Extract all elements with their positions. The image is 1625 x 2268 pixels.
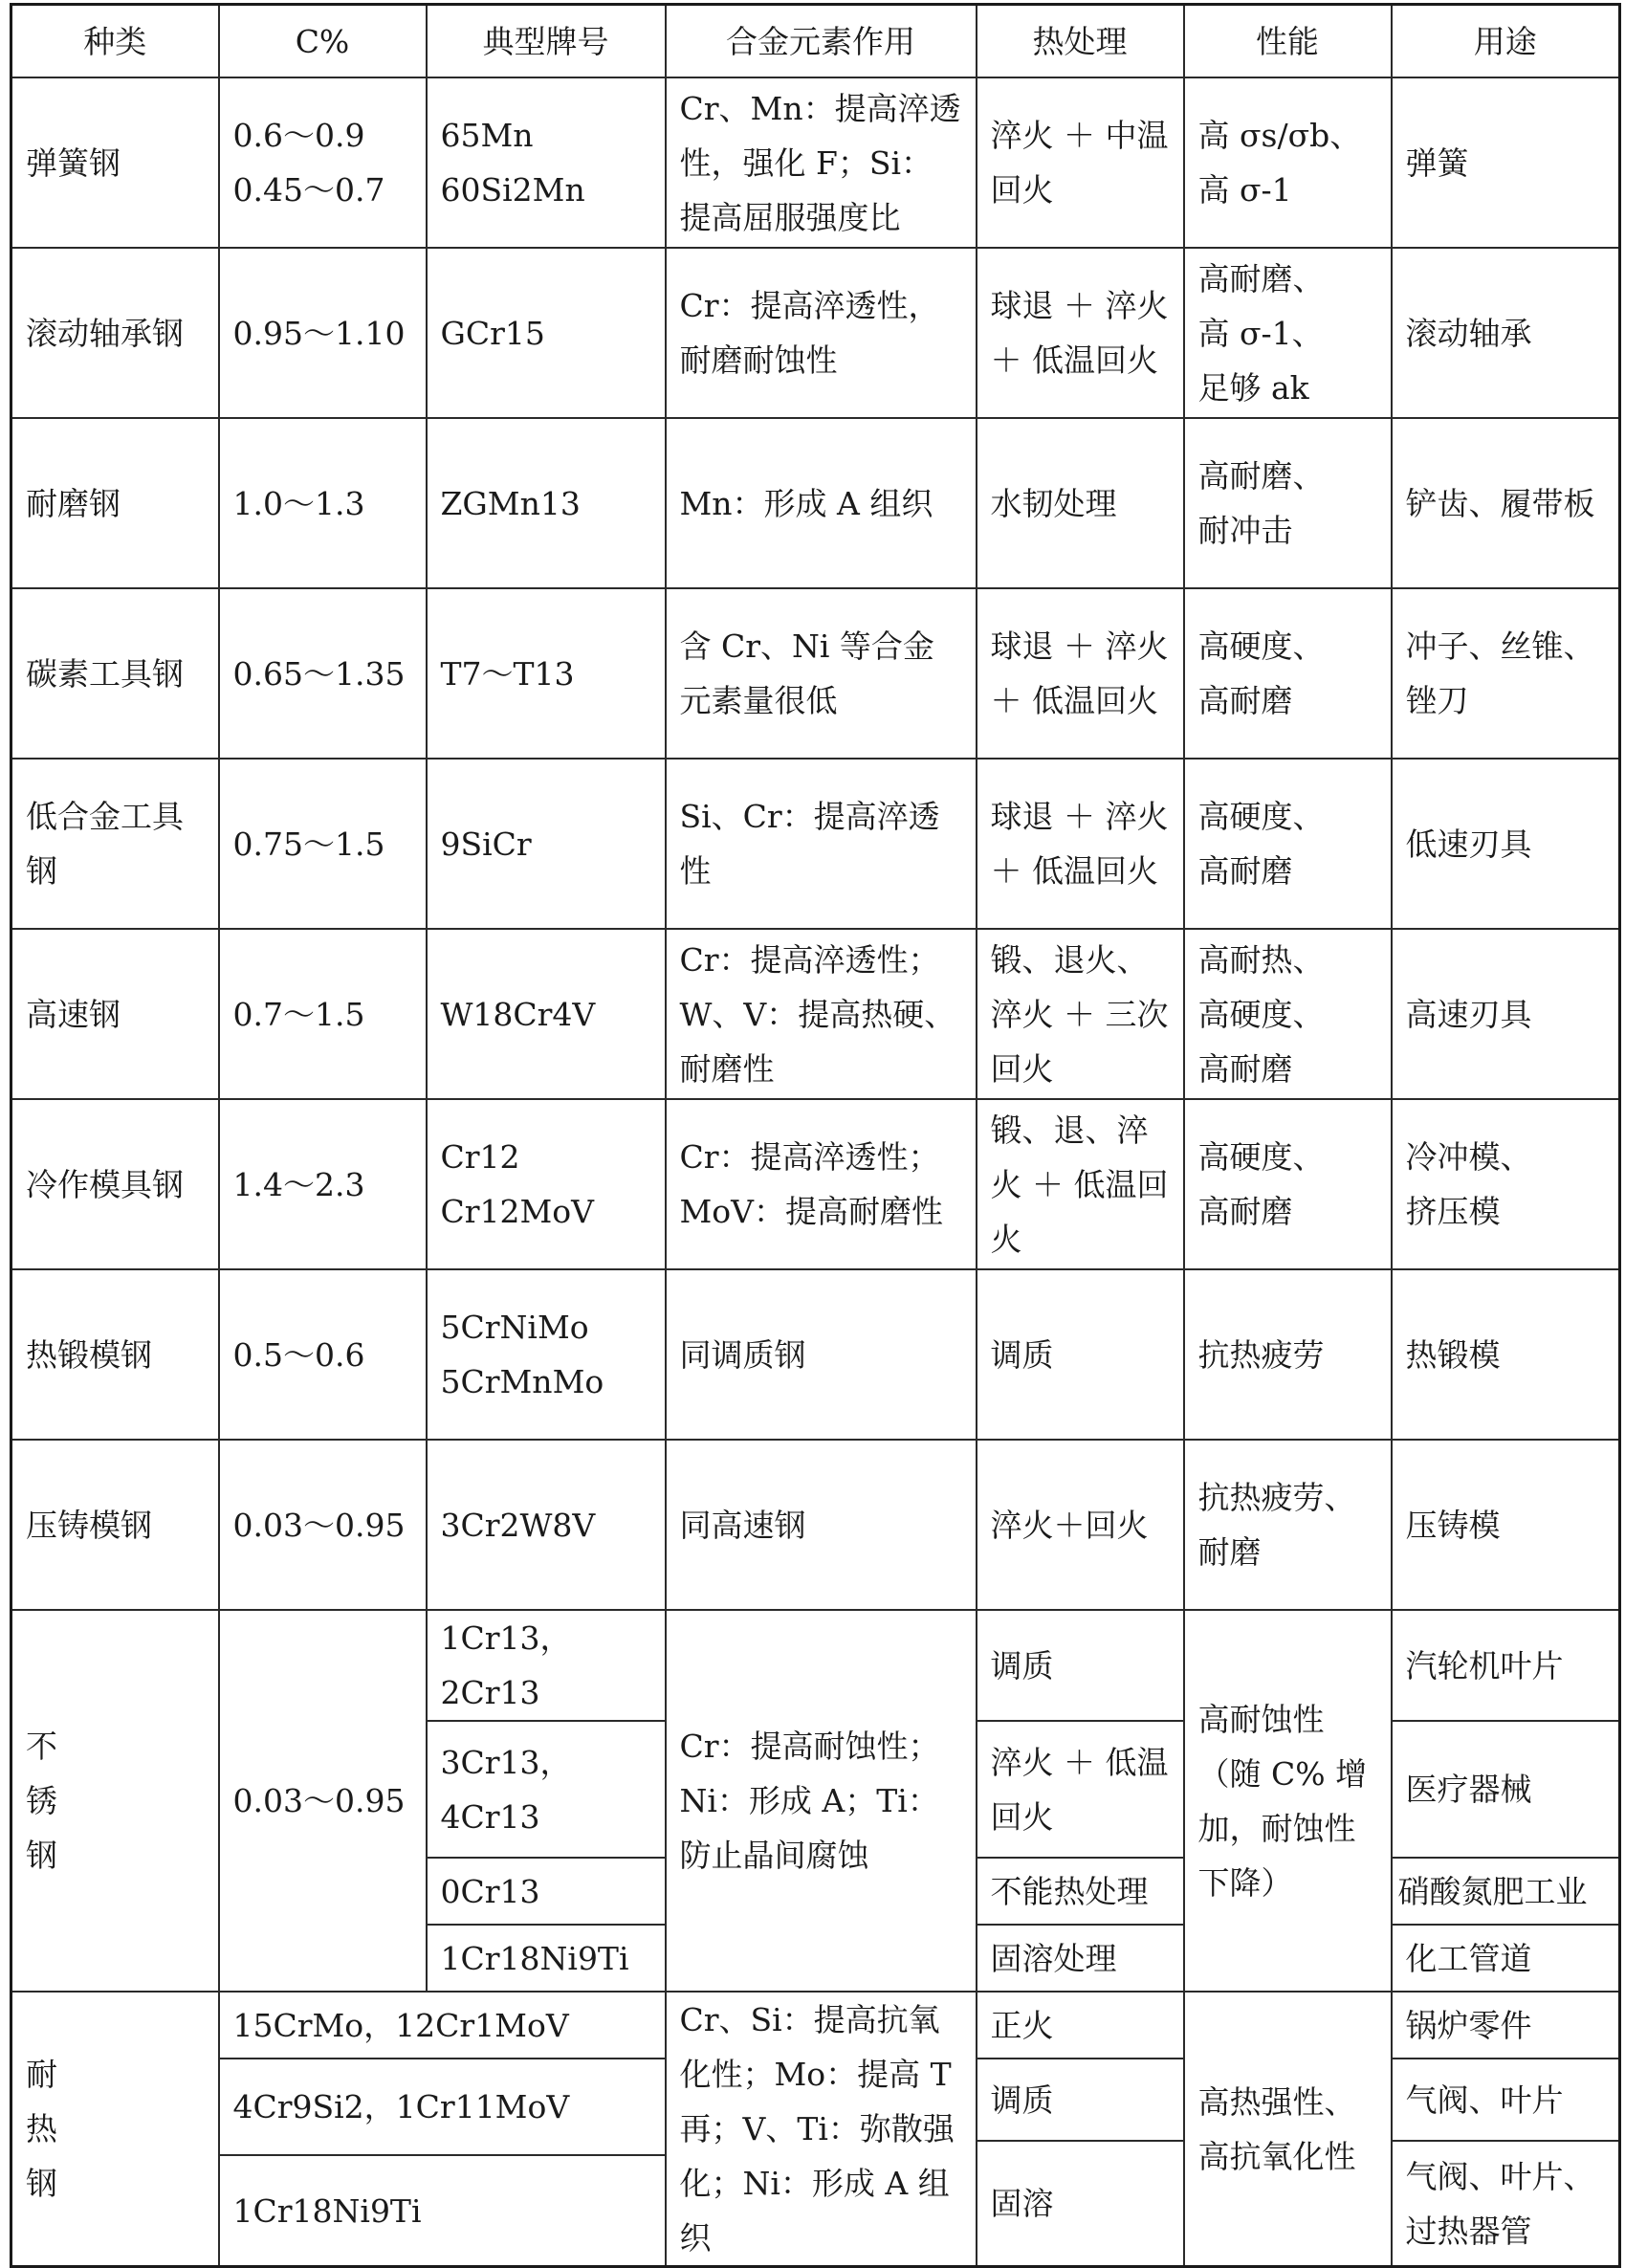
cell-type: 弹簧钢: [11, 77, 219, 248]
cell-props: 高硬度、 高耐磨: [1184, 759, 1392, 929]
cell-heat: 固溶处理: [977, 1925, 1184, 1992]
header-alloy-role: 合金元素作用: [666, 5, 977, 78]
cell-type: 高速钢: [11, 929, 219, 1099]
cell-use: 锅炉零件: [1392, 1992, 1620, 2059]
cell-use: 医疗器械: [1392, 1721, 1620, 1858]
cell-grade: 1Cr18Ni9Ti: [219, 2155, 666, 2267]
cell-props: 高硬度、 高耐磨: [1184, 588, 1392, 759]
cell-carbon: 0.65～1.35: [219, 588, 427, 759]
table-row: [11, 1440, 1620, 1610]
table-row: [11, 248, 1620, 418]
cell-carbon: 0.7～1.5: [219, 929, 427, 1099]
cell-use: 气阀、叶片: [1392, 2059, 1620, 2141]
cell-use: 铲齿、履带板: [1392, 418, 1620, 588]
cell-type-stainless: 不 锈 钢: [11, 1610, 219, 1992]
cell-props: 抗热疲劳、 耐磨: [1184, 1440, 1392, 1610]
cell-heat: 调质: [977, 1269, 1184, 1440]
cell-props: 高耐磨、 耐冲击: [1184, 418, 1392, 588]
header-use: 用途: [1392, 5, 1620, 78]
cell-use: 弹簧: [1392, 77, 1620, 248]
cell-grade: 15CrMo，12Cr1MoV: [219, 1992, 666, 2059]
cell-type: 压铸模钢: [11, 1440, 219, 1610]
cell-grade: T7～T13: [427, 588, 666, 759]
table-row: [11, 1992, 1620, 2059]
cell-type-heatres: 耐 热 钢: [11, 1992, 219, 2267]
cell-heat: 正火: [977, 1992, 1184, 2059]
cell-props: 高 σs/σb、 高 σ-1: [1184, 77, 1392, 248]
cell-carbon: 0.95～1.10: [219, 248, 427, 418]
cell-grade: 1Cr13，2Cr13: [427, 1610, 666, 1721]
cell-heat: 水韧处理: [977, 418, 1184, 588]
header-row: [11, 5, 1620, 78]
table-row: [11, 77, 1620, 248]
cell-use: 硝酸氮肥工业: [1392, 1858, 1620, 1925]
cell-grade: 3Cr2W8V: [427, 1440, 666, 1610]
cell-heat: 锻、退、淬火 ＋ 低温回火: [977, 1099, 1184, 1269]
cell-grade: 5CrNiMo 5CrMnMo: [427, 1269, 666, 1440]
cell-alloy: Si、Cr：提高淬透性: [666, 759, 977, 929]
cell-use: 气阀、叶片、 过热器管: [1392, 2141, 1620, 2267]
cell-alloy-stainless: Cr：提高耐蚀性；Ni：形成 A；Ti：防止晶间腐蚀: [666, 1610, 977, 1992]
header-properties: 性能: [1184, 5, 1392, 78]
table-row: [11, 759, 1620, 929]
cell-props: 高硬度、 高耐磨: [1184, 1099, 1392, 1269]
cell-grade: 9SiCr: [427, 759, 666, 929]
cell-carbon: 0.6～0.9 0.45～0.7: [219, 77, 427, 248]
header-carbon: C%: [219, 5, 427, 78]
cell-grade: 65Mn 60Si2Mn: [427, 77, 666, 248]
cell-props: 高耐热、 高硬度、 高耐磨: [1184, 929, 1392, 1099]
cell-props-heatres: 高热强性、 高抗氧化性: [1184, 1992, 1392, 2267]
cell-heat: 淬火＋回火: [977, 1440, 1184, 1610]
cell-grade: 1Cr18Ni9Ti: [427, 1925, 666, 1992]
table-row: [11, 588, 1620, 759]
cell-grade: ZGMn13: [427, 418, 666, 588]
cell-carbon: 1.0～1.3: [219, 418, 427, 588]
cell-props-stainless: 高耐蚀性（随 C% 增加，耐蚀性下降）: [1184, 1610, 1392, 1992]
cell-alloy-heatres: Cr、Si：提高抗氧化性；Mo：提高 T再；V、Ti：弥散强化；Ni：形成 A 组织: [666, 1992, 977, 2267]
cell-heat: 淬火 ＋ 中温回火: [977, 77, 1184, 248]
cell-use: 汽轮机叶片: [1392, 1610, 1620, 1721]
cell-carbon-stainless: 0.03～0.95: [219, 1610, 427, 1992]
cell-props: 高耐磨、 高 σ-1、 足够 ak: [1184, 248, 1392, 418]
cell-props: 抗热疲劳: [1184, 1269, 1392, 1440]
cell-heat: 不能热处理: [977, 1858, 1184, 1925]
cell-grade: Cr12 Cr12MoV: [427, 1099, 666, 1269]
header-type: 种类: [11, 5, 219, 78]
table-row: [11, 1269, 1620, 1440]
cell-grade: 4Cr9Si2，1Cr11MoV: [219, 2059, 666, 2155]
cell-use: 压铸模: [1392, 1440, 1620, 1610]
cell-alloy: Cr：提高淬透性，耐磨耐蚀性: [666, 248, 977, 418]
table-row: [11, 418, 1620, 588]
cell-alloy: Cr：提高淬透性；MoV：提高耐磨性: [666, 1099, 977, 1269]
cell-type: 滚动轴承钢: [11, 248, 219, 418]
cell-heat: 调质: [977, 2059, 1184, 2141]
cell-alloy: Cr、Mn：提高淬透性，强化 F；Si：提高屈服强度比: [666, 77, 977, 248]
cell-heat: 球退 ＋ 淬火 ＋ 低温回火: [977, 588, 1184, 759]
cell-alloy: 含 Cr、Ni 等合金元素量很低: [666, 588, 977, 759]
cell-type: 耐磨钢: [11, 418, 219, 588]
cell-use: 冲子、丝锥、锉刀: [1392, 588, 1620, 759]
cell-alloy: Mn：形成 A 组织: [666, 418, 977, 588]
table-row: [11, 1099, 1620, 1269]
cell-heat: 淬火 ＋ 低温回火: [977, 1721, 1184, 1858]
cell-carbon: 0.03～0.95: [219, 1440, 427, 1610]
table-row: [11, 929, 1620, 1099]
header-heat-treatment: 热处理: [977, 5, 1184, 78]
cell-grade: 3Cr13，4Cr13: [427, 1721, 666, 1858]
cell-alloy: 同调质钢: [666, 1269, 977, 1440]
cell-grade: 0Cr13: [427, 1858, 666, 1925]
cell-use: 滚动轴承: [1392, 248, 1620, 418]
cell-grade: W18Cr4V: [427, 929, 666, 1099]
cell-type: 碳素工具钢: [11, 588, 219, 759]
cell-use: 热锻模: [1392, 1269, 1620, 1440]
cell-heat: 球退 ＋ 淬火 ＋ 低温回火: [977, 248, 1184, 418]
cell-use: 化工管道: [1392, 1925, 1620, 1992]
steel-table: [10, 3, 1621, 2268]
cell-alloy: 同高速钢: [666, 1440, 977, 1610]
cell-heat: 锻、退火、淬火 ＋ 三次回火: [977, 929, 1184, 1099]
cell-use: 高速刃具: [1392, 929, 1620, 1099]
header-grade: 典型牌号: [427, 5, 666, 78]
cell-heat: 固溶: [977, 2141, 1184, 2267]
cell-type: 冷作模具钢: [11, 1099, 219, 1269]
cell-carbon: 1.4～2.3: [219, 1099, 427, 1269]
cell-heat: 调质: [977, 1610, 1184, 1721]
cell-grade: GCr15: [427, 248, 666, 418]
cell-heat: 球退 ＋ 淬火 ＋ 低温回火: [977, 759, 1184, 929]
cell-use: 冷冲模、 挤压模: [1392, 1099, 1620, 1269]
cell-carbon: 0.75～1.5: [219, 759, 427, 929]
cell-type: 热锻模钢: [11, 1269, 219, 1440]
cell-alloy: Cr：提高淬透性；W、V：提高热硬、耐磨性: [666, 929, 977, 1099]
cell-carbon: 0.5～0.6: [219, 1269, 427, 1440]
cell-type: 低合金工具钢: [11, 759, 219, 929]
cell-use: 低速刃具: [1392, 759, 1620, 929]
table-row: [11, 1610, 1620, 1721]
